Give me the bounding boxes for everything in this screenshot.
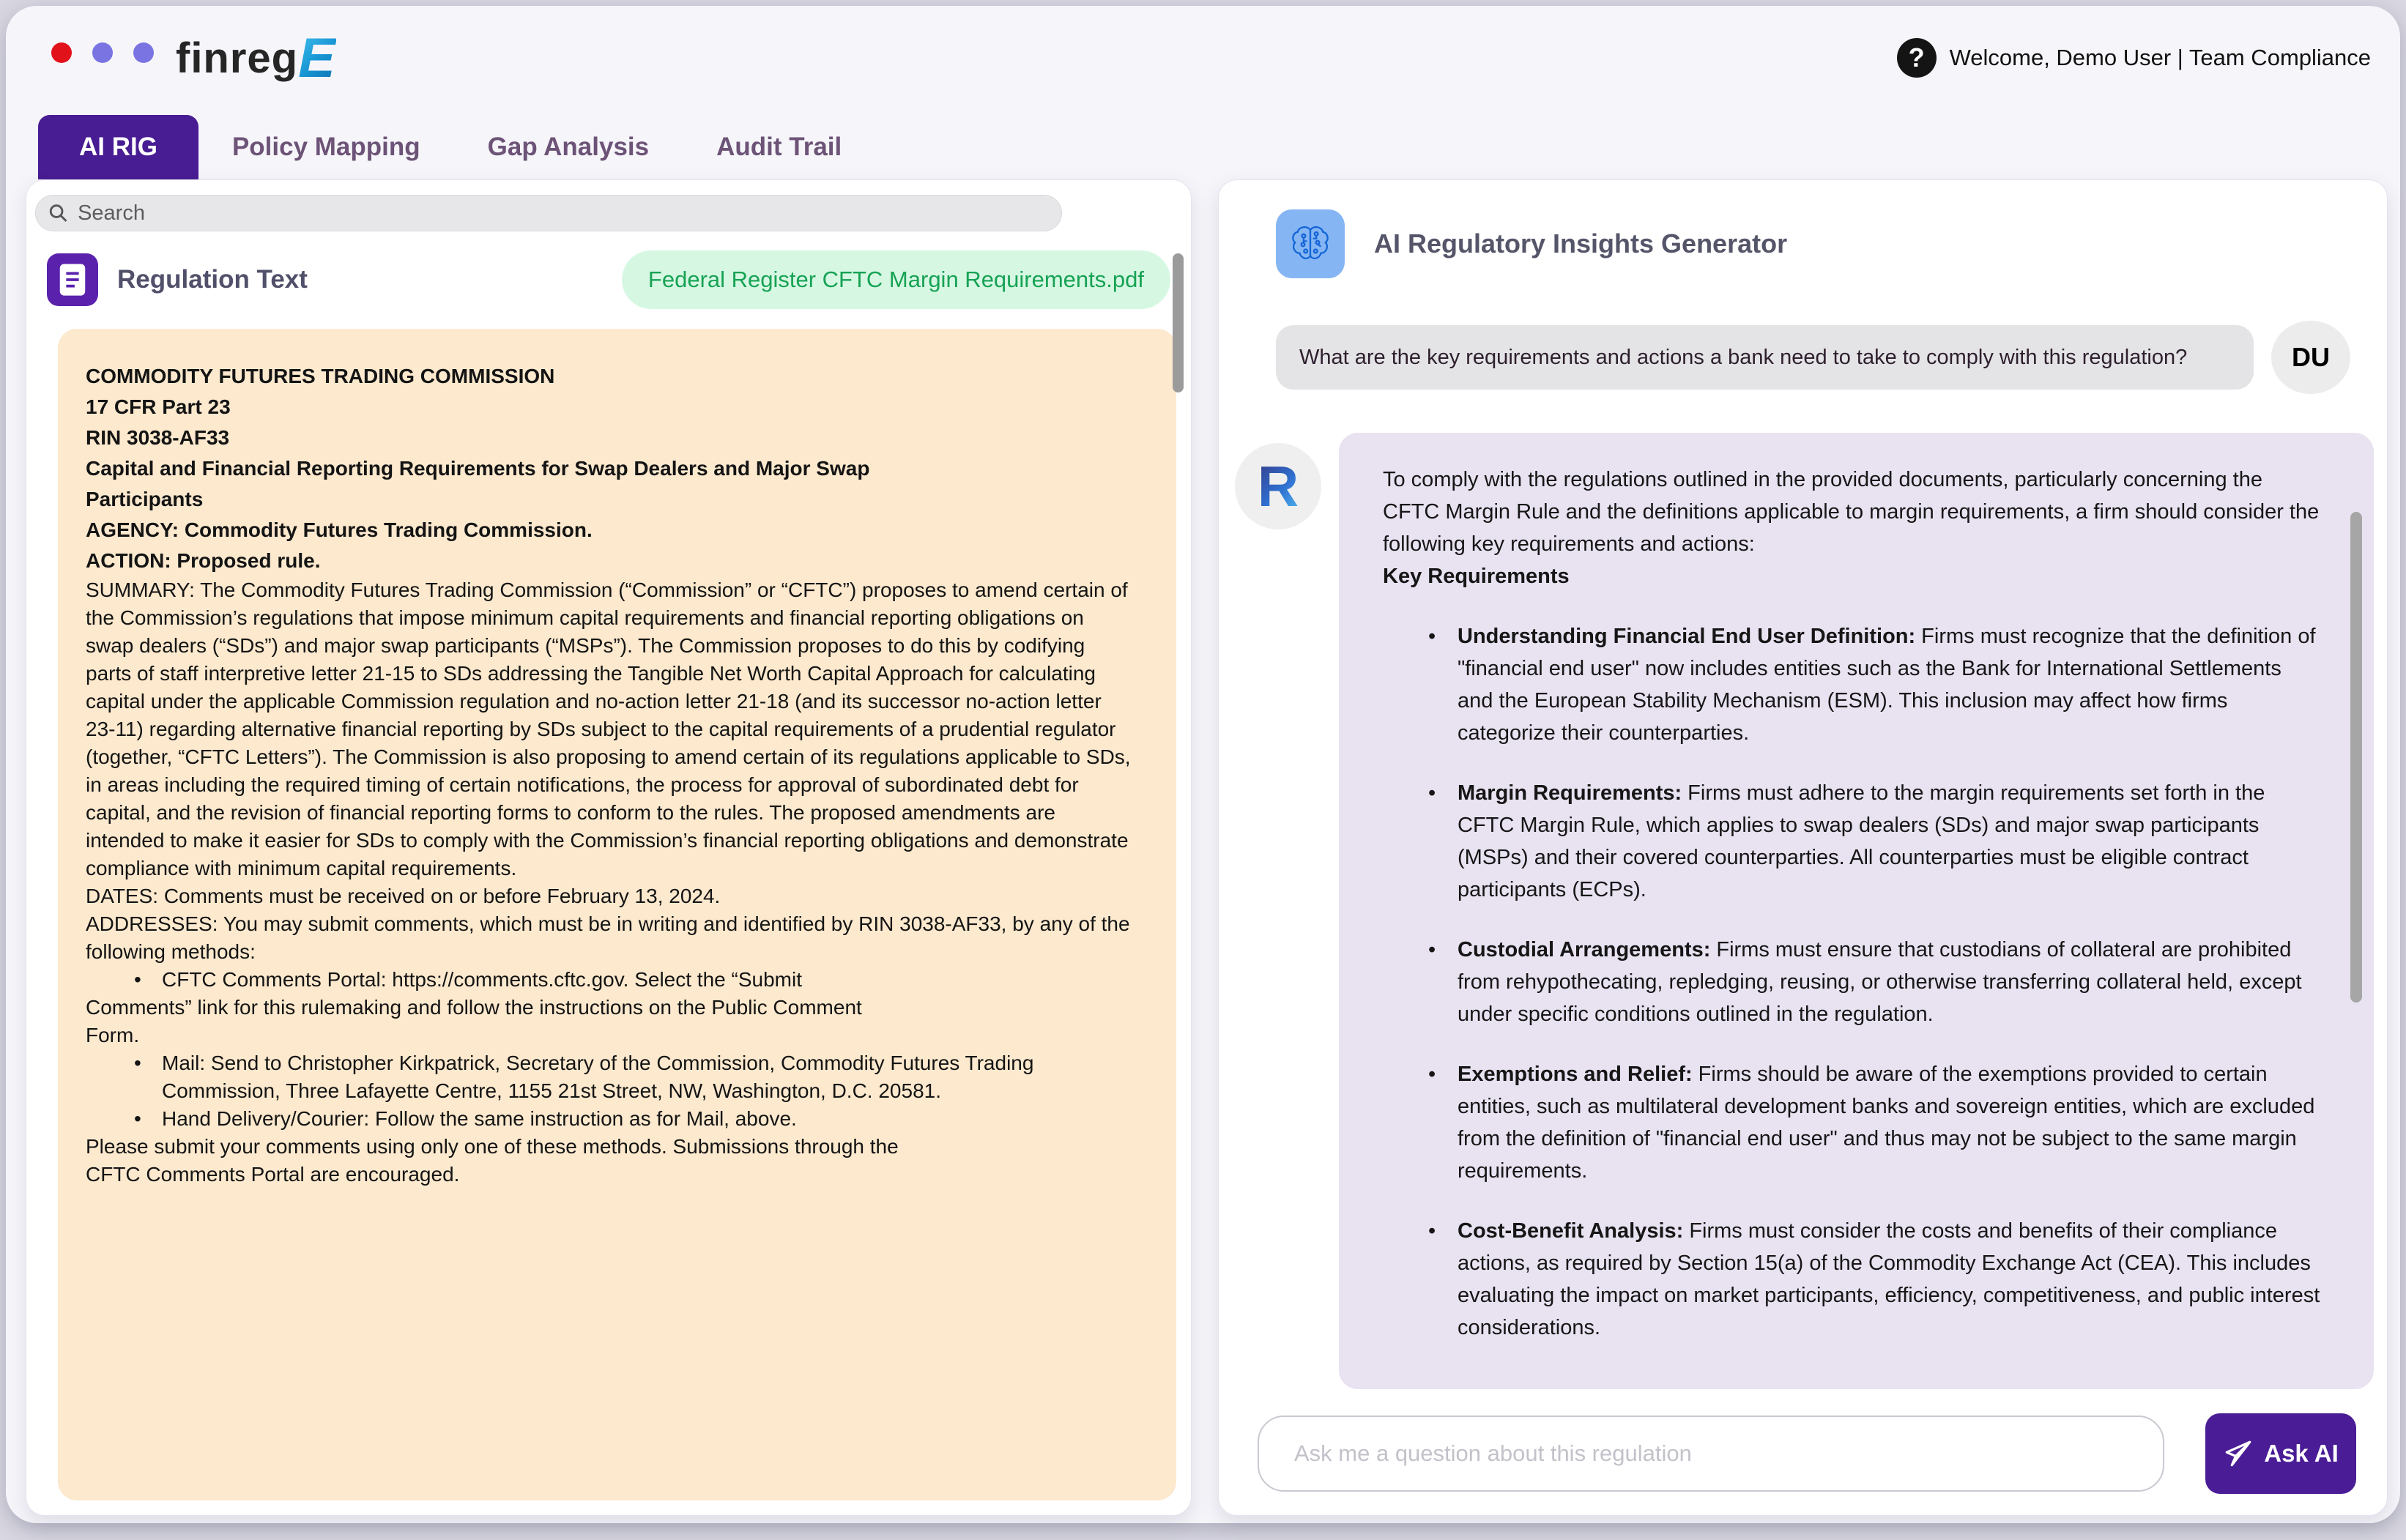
ask-ai-label: Ask AI (2264, 1440, 2339, 1467)
regulation-header (47, 250, 1170, 309)
user-message-row (1276, 321, 2350, 394)
doc-heading-line: COMMODITY FUTURES TRADING COMMISSION (86, 365, 555, 387)
ask-input-row (1258, 1413, 2356, 1494)
doc-heading-line: ACTION: Proposed rule. (86, 549, 321, 572)
ai-message-bubble[interactable] (1339, 433, 2374, 1389)
help-icon[interactable]: ? (1897, 38, 1937, 78)
ai-bubble-scrollbar-thumb[interactable] (2350, 512, 2362, 1003)
regulation-panel (26, 179, 1192, 1516)
doc-heading-line: Participants (86, 488, 204, 510)
ai-key-requirements-heading: Key Requirements (1383, 565, 1570, 588)
app-window (6, 6, 2400, 1523)
regulation-document[interactable] (58, 329, 1176, 1500)
ai-intro: To comply with the regulations outlined in the provided documents, particularly concerning the CFTC Margin Rule and the definitions applicable to margin requirements, a firm should consider the following key requirements and actions: (1383, 468, 2320, 556)
ai-bullet-list (1383, 620, 2323, 1344)
search-input[interactable] (76, 201, 1050, 226)
tab-audit-trail[interactable]: Audit Trail (716, 133, 842, 161)
doc-portal-continuation-2: Form. (86, 1024, 140, 1046)
ai-avatar-letter: R (1257, 453, 1299, 518)
doc-portal-bullet: • CFTC Comments Portal: https://comments.cftc.gov. Select the “Submit (134, 966, 1132, 994)
tab-ai-rig[interactable]: AI RIG (38, 115, 198, 179)
ai-panel-header (1276, 209, 1787, 278)
search-bar[interactable] (35, 195, 1062, 231)
doc-portal-continuation: Comments” link for this rulemaking and follow the instructions on the Public Comment (86, 996, 862, 1019)
window-dot-red[interactable] (51, 42, 72, 63)
welcome-area (1897, 38, 2371, 78)
doc-addresses: ADDRESSES: You may submit comments, which must be in writing and identified by RIN 3038-AF33, by any of the following methods: (86, 912, 1130, 963)
ai-bullet: • Custodial Arrangements: Firms must ensure that custodians of collateral are prohibited from rehypothecating, repledging, reusing, or otherwise transferring collateral held, except under specific conditions outlined in the regulation. (1428, 934, 2323, 1030)
user-avatar: DU (2271, 321, 2350, 394)
paper-plane-icon (2223, 1438, 2254, 1469)
file-badge[interactable]: Federal Register CFTC Margin Requirements.pdf (622, 250, 1170, 309)
ai-bullet: • Understanding Financial End User Definition: Firms must recognize that the definition of "financial end user" now includes entities such as the Bank for International Settlements and the European Stability Mechanism (ESM). This inclusion may affect how firms categorize their counterparties. (1428, 620, 2323, 749)
doc-summary: SUMMARY: The Commodity Futures Trading Commission (“Commission” or “CFTC”) proposes to amend certain of the Commission’s regulations that impose minimum capital requirements and financial reporting obligations on swap dealers (“SDs”) and major swap participants (“MSPs”). The Commission proposes to do this by codifying parts of staff interpretive letter 21-15 to SDs addressing the Tangible Net Worth Capital Approach for calculating capital under the applicable Commission regulation and no-action letter 21-18 (and its successor no-action letter 23-11) regarding alternative financial reporting by SDs subject to the capital requirements of a prudential regulator (together, “CFTC Letters”). The Commission is also proposing to amend certain of its regulations applicable to SDs, in areas including the required timing of certain notifications, the process for approval of subordinated debt for capital, and the revision of financial reporting forms to conform to the rules. The proposed amendments are intended to make it easier for SDs to comply with the Commission’s financial reporting obligations and demonstrate compliance with minimum capital requirements. (86, 579, 1131, 879)
brand-e-glyph: E (298, 27, 336, 89)
document-scrollbar-thumb[interactable] (1173, 253, 1184, 393)
ai-bullet: • Margin Requirements: Firms must adhere to the margin requirements set forth in the CFTC Margin Rule, which applies to swap dealers (SDs) and major swap participants (MSPs) and their covered counterparties. All counterparties must be eligible contract participants (ECPs). (1428, 777, 2323, 906)
doc-heading-line: 17 CFR Part 23 (86, 395, 231, 418)
doc-method-list (86, 966, 1132, 994)
doc-dates: DATES: Comments must be received on or before February 13, 2024. (86, 885, 721, 907)
doc-hand-bullet: • Hand Delivery/Courier: Follow the same instruction as for Mail, above. (134, 1105, 1132, 1133)
ai-avatar (1235, 443, 1321, 529)
tab-gap-analysis[interactable]: Gap Analysis (487, 133, 650, 161)
brand-logo (176, 22, 336, 89)
doc-closing-2: CFTC Comments Portal are encouraged. (86, 1163, 460, 1186)
tab-bar (38, 115, 875, 179)
welcome-text: Welcome, Demo User | Team Compliance (1949, 45, 2371, 70)
regulation-title: Regulation Text (117, 265, 308, 294)
doc-closing: Please submit your comments using only one of these methods. Submissions through the (86, 1135, 899, 1158)
window-dot-purple-2[interactable] (133, 42, 154, 63)
document-icon (47, 253, 98, 306)
brand-text: finreg (176, 34, 299, 82)
ai-panel-title: AI Regulatory Insights Generator (1374, 228, 1788, 258)
ask-ai-button[interactable] (2205, 1413, 2356, 1494)
ask-ai-input[interactable] (1258, 1416, 2164, 1492)
user-message-bubble: What are the key requirements and actions a bank need to take to comply with this regulation? (1276, 325, 2254, 390)
doc-heading-line: Capital and Financial Reporting Requirements for Swap Dealers and Major Swap (86, 457, 870, 480)
search-icon (48, 202, 69, 224)
doc-mail-bullet: • Mail: Send to Christopher Kirkpatrick, Secretary of the Commission, Commodity Futures Trading Commission, Three Lafayette Centre, 1155 21st Street, NW, Washington, D.C. 20581. (134, 1049, 1132, 1105)
ai-insights-panel (1218, 179, 2388, 1516)
doc-method-list-2 (86, 1049, 1132, 1133)
tab-policy-mapping[interactable]: Policy Mapping (231, 133, 420, 161)
doc-heading-line: AGENCY: Commodity Futures Trading Commission. (86, 518, 593, 541)
window-dot-purple-1[interactable] (92, 42, 113, 63)
doc-heading-line: RIN 3038-AF33 (86, 426, 230, 449)
ai-bullet: • Cost-Benefit Analysis: Firms must consider the costs and benefits of their compliance actions, as required by Section 15(a) of the Commodity Exchange Act (CEA). This includes evaluating the impact on market participants, efficiency, competitiveness, and public interest considerations. (1428, 1215, 2323, 1344)
ai-brain-icon (1276, 209, 1345, 278)
ai-bullet: • Exemptions and Relief: Firms should be aware of the exemptions provided to certain entities, such as multilateral development banks and sovereign entities, which are excluded from the definition of "financial end user" and thus may not be subject to the same margin requirements. (1428, 1058, 2323, 1187)
